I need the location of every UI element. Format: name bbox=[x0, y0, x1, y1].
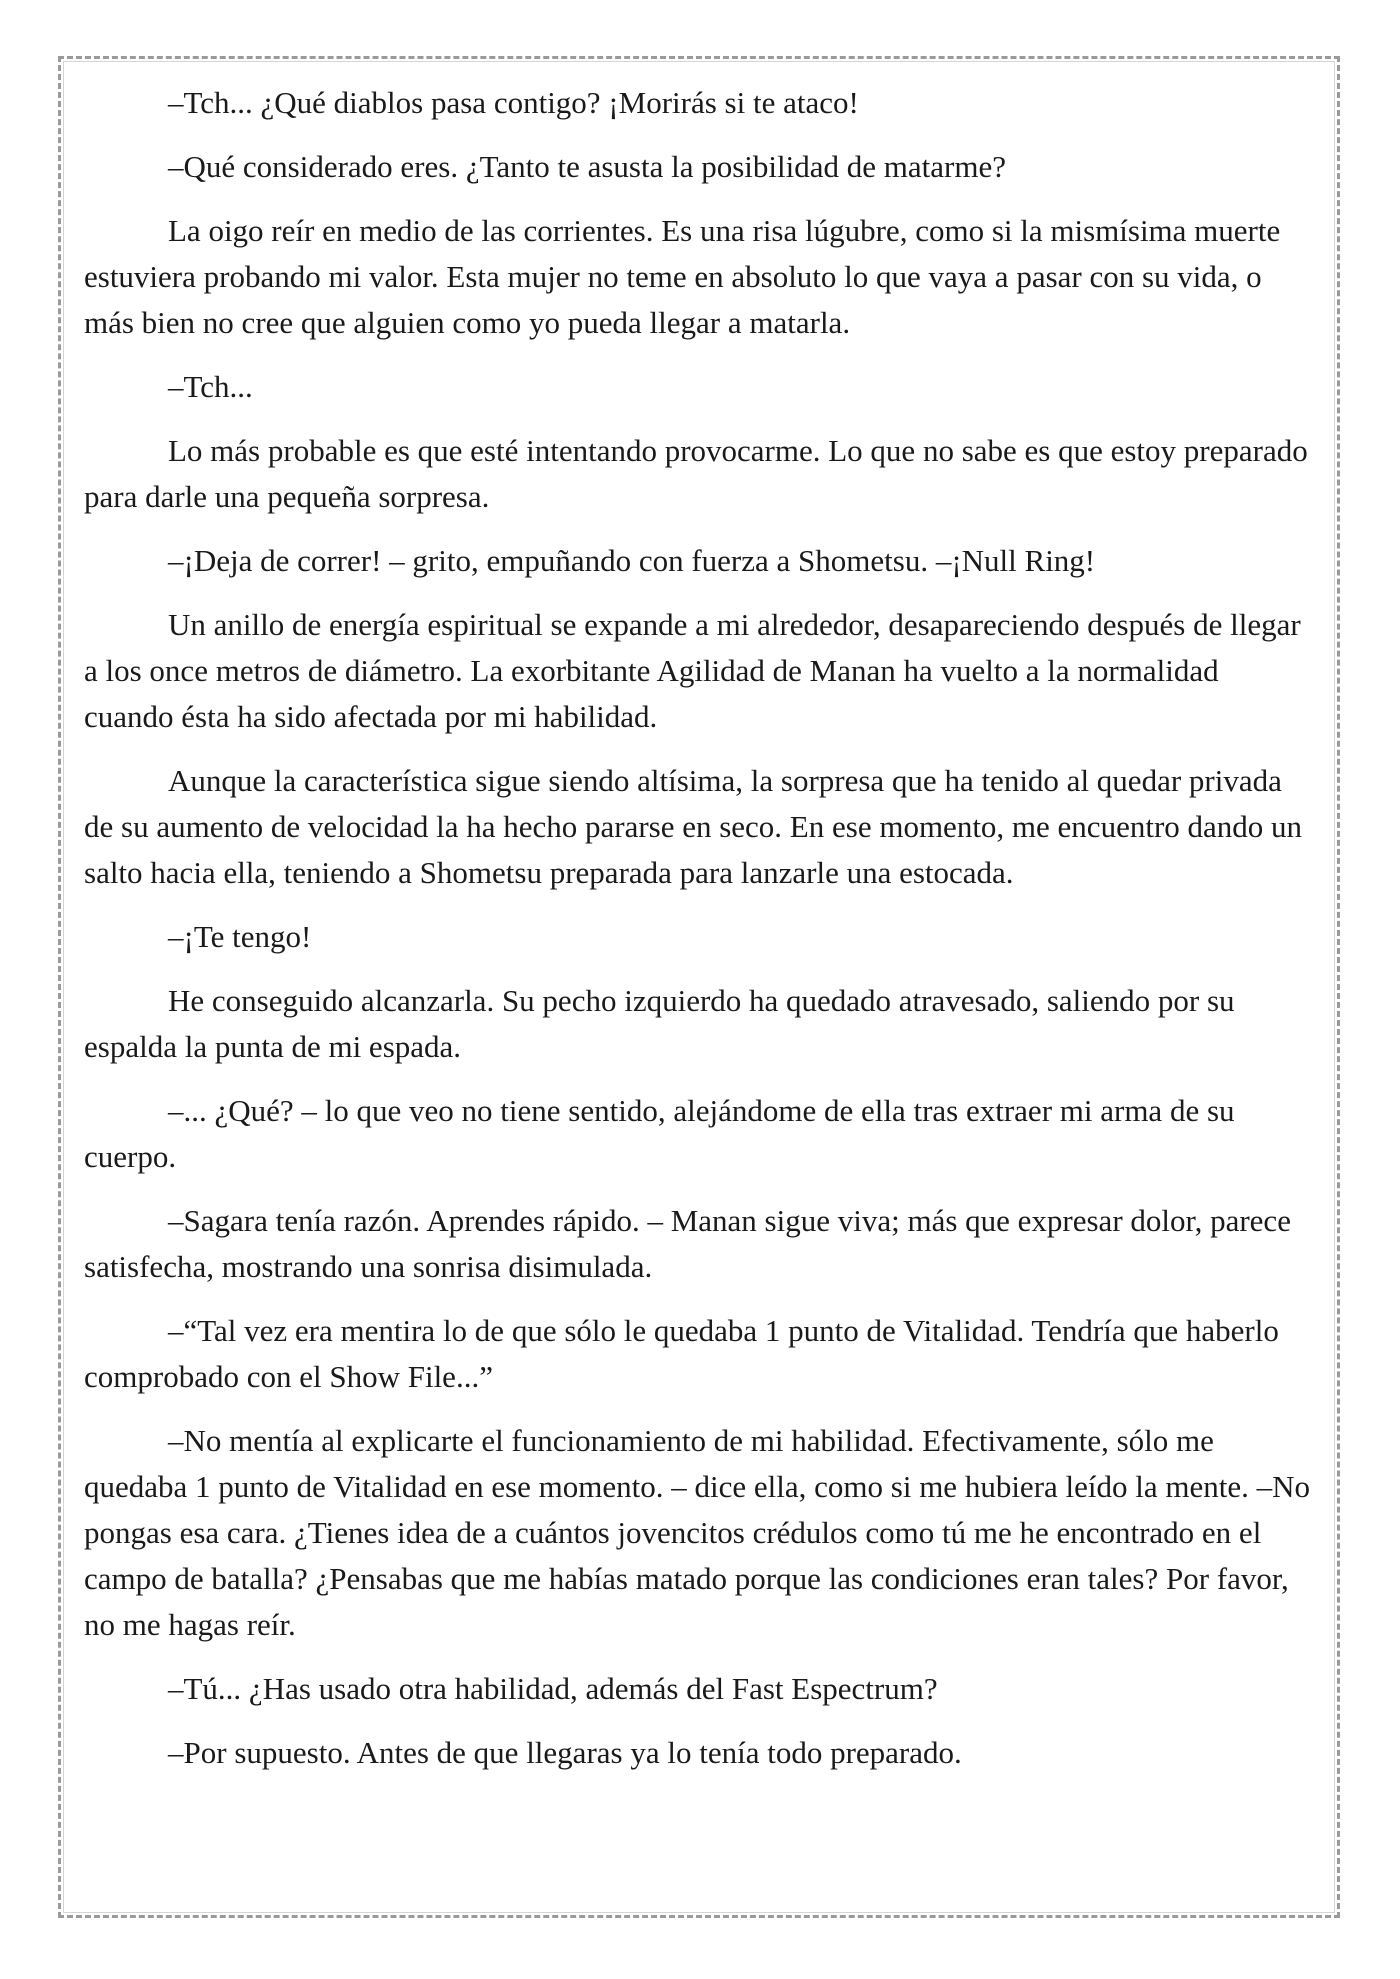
paragraph: Aunque la característica sigue siendo altísima, la sorpresa que ha tenido al quedar privada de su aumento de velocidad la ha hecho pararse en seco. En ese momento, me encuentro dando un salto hacia ella, teniendo a Shometsu preparada para lanzarle una estocada. bbox=[84, 763, 1303, 890]
paragraph: –¡Te tengo! bbox=[168, 919, 312, 954]
paragraph: –Tú... ¿Has usado otra habilidad, además del Fast Espectrum? bbox=[168, 1671, 938, 1706]
paragraph: –No mentía al explicarte el funcionamiento de mi habilidad. Efectivamente, sólo me quedaba 1 punto de Vitalidad en ese momento. – dice ella, como si me hubiera leído la mente. –No pongas esa cara. ¿Tienes idea de a cuántos jovencitos crédulos como tú me he encontrado en el campo de batalla? ¿Pensabas que me habías matado porque las condiciones eran tales? Por favor, no me hagas reír. bbox=[84, 1423, 1311, 1642]
paragraph: –Sagara tenía razón. Aprendes rápido. – Manan sigue viva; más que expresar dolor, parece satisfecha, mostrando una sonrisa disimulada. bbox=[84, 1203, 1291, 1284]
paragraph: Lo más probable es que esté intentando provocarme. Lo que no sabe es que estoy preparado para darle una pequeña sorpresa. bbox=[84, 433, 1308, 514]
paragraph: –¡Deja de correr! – grito, empuñando con fuerza a Shometsu. –¡Null Ring! bbox=[168, 543, 1096, 578]
paragraph: He conseguido alcanzarla. Su pecho izquierdo ha quedado atravesado, saliendo por su espalda la punta de mi espada. bbox=[84, 983, 1235, 1064]
paragraph: –“Tal vez era mentira lo de que sólo le quedaba 1 punto de Vitalidad. Tendría que haberlo comprobado con el Show File...” bbox=[84, 1313, 1279, 1394]
paragraph: –... ¿Qué? – lo que veo no tiene sentido, alejándome de ella tras extraer mi arma de su cuerpo. bbox=[84, 1093, 1235, 1174]
paragraph: Un anillo de energía espiritual se expande a mi alrededor, desapareciendo después de llegar a los once metros de diámetro. La exorbitante Agilidad de Manan ha vuelto a la normalidad cuando ésta ha sido afectada por mi habilidad. bbox=[84, 607, 1301, 734]
paragraph: –Tch... ¿Qué diablos pasa contigo? ¡Morirás si te ataco! bbox=[168, 85, 859, 120]
document-body bbox=[84, 80, 1314, 1794]
paragraph: La oigo reír en medio de las corrientes. Es una risa lúgubre, como si la mismísima muerte estuviera probando mi valor. Esta mujer no teme en absoluto lo que vaya a pasar con su vida, o más bien no cree que alguien como yo pueda llegar a matarla. bbox=[84, 213, 1281, 340]
paragraph: –Tch... bbox=[168, 369, 253, 404]
paragraph: –Qué considerado eres. ¿Tanto te asusta la posibilidad de matarme? bbox=[168, 149, 1006, 184]
paragraph: –Por supuesto. Antes de que llegaras ya lo tenía todo preparado. bbox=[168, 1735, 962, 1770]
